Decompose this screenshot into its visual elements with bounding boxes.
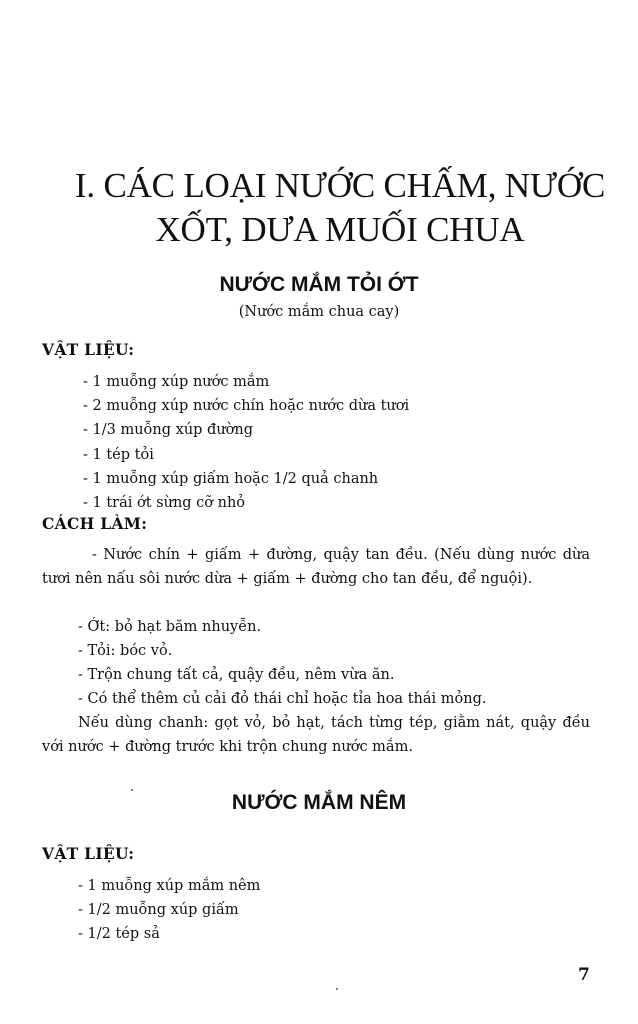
method-step: - Có thể thêm củ cải đỏ thái chỉ hoặc tỉa hoa thái mỏng. [78,691,487,707]
scan-speck [336,988,338,990]
ingredient-item: - 1/2 tép sả [78,926,160,943]
chapter-title-line-1: I. CÁC LOẠI NƯỚC CHẤM, NƯỚC [74,166,606,205]
ingredient-item: - 1/2 muỗng xúp giấm [78,902,239,919]
ingredient-item: - 1 tép tỏi [83,446,154,463]
ingredient-item: - 1/3 muỗng xúp đường [83,422,254,439]
ingredient-list [78,874,260,947]
page-number: 7 [578,965,590,985]
scan-speck [131,789,133,791]
ingredient-list [83,370,409,515]
ingredient-item: - 1 trái ớt sừng cỡ nhỏ [83,495,246,512]
recipe-title-nuoc-mam-nem: NƯỚC MẮM NÊM [231,791,407,814]
ingredient-item: - 2 muỗng xúp nước chín hoặc nước dừa tươi [83,398,410,415]
ingredient-item: - 1 muỗng xúp nước mắm [83,374,270,390]
chapter-title-line-2: XỐT, DƯA MUỐI CHUA [155,210,525,249]
lime-note-paragraph: Nếu dùng chanh: gọt vỏ, bỏ hạt, tách từng tép, giằm nát, quậy đều với nước + đường trước khi trộn chung nước mắm. [42,715,590,755]
method-step: - Ớt: bỏ hạt băm nhuyễn. [78,619,262,635]
ingredient-item: - 1 muỗng xúp mắm nêm [78,878,261,894]
method-step: - Tỏi: bóc vỏ. [78,643,173,659]
ingredients-label: VẬT LIỆU: [42,340,135,359]
recipe-title-nuoc-mam-toi-ot: NƯỚC MẮM TỎI ỚT [219,273,419,296]
method-step: - Trộn chung tất cả, quậy đều, nêm vừa ăn. [78,667,395,683]
method-label: CÁCH LÀM: [42,514,148,533]
ingredient-item: - 1 muỗng xúp giấm hoặc 1/2 quả chanh [83,470,379,487]
chapter-title [60,164,620,252]
ingredients-label: VẬT LIỆU: [42,844,135,863]
method-intro-paragraph: - Nước chín + giấm + đường, quậy tan đều. (Nếu dùng nước dừa tươi nên nấu sôi nước dừa + giấm + đường cho tan đều, để nguội). [42,547,590,587]
recipe-subtitle: (Nước mắm chua cay) [238,304,400,320]
